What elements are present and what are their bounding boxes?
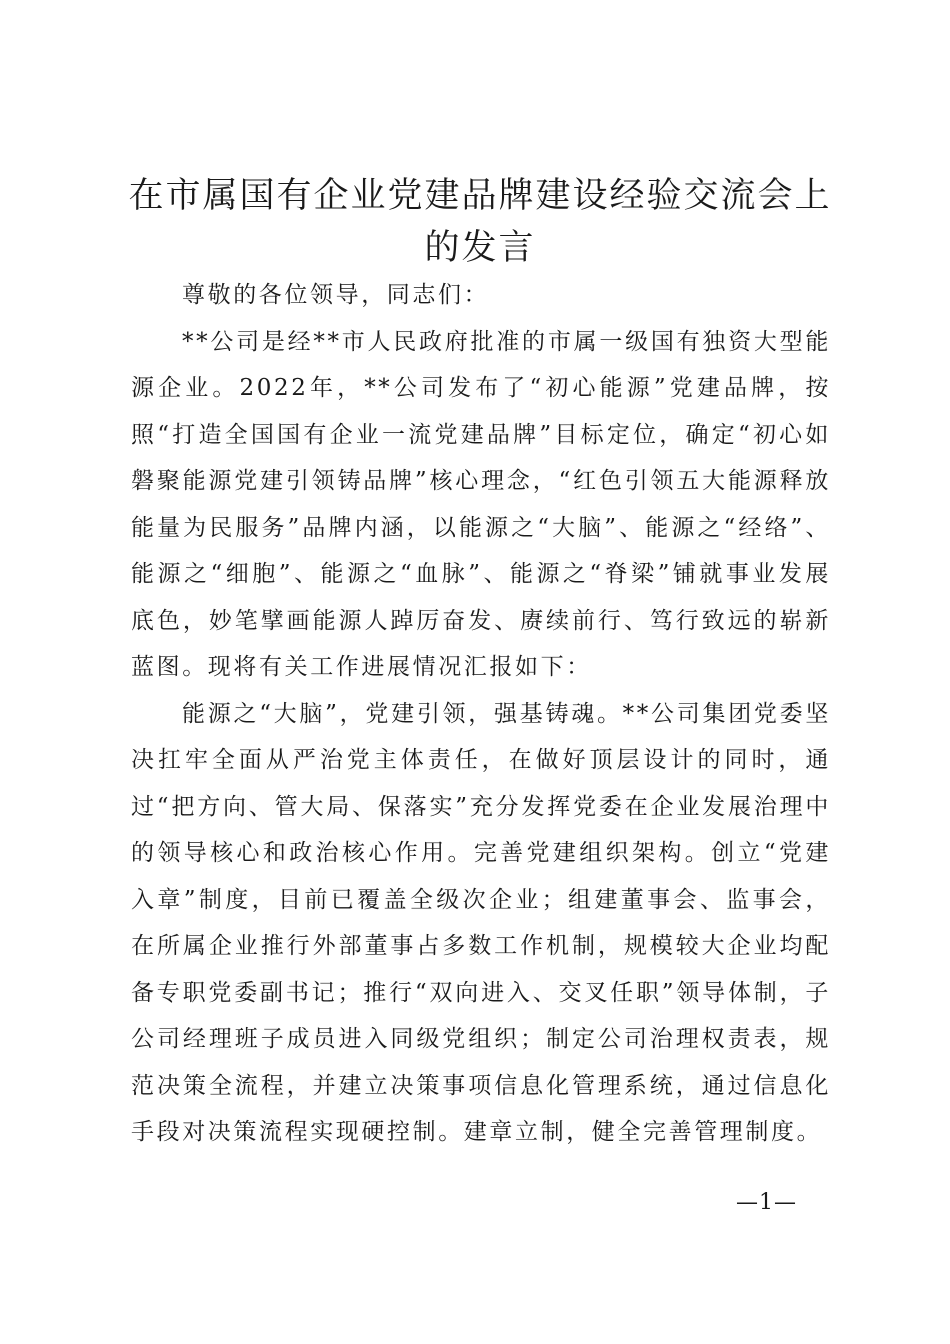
paragraph-intro: **公司是经**市人民政府批准的市属一级国有独资大型能源企业。2022年，**公司发布了“初心能源”党建品牌，按照“打造全国国有企业一流党建品牌”目标定位，确定“初心如磐聚能源党建引领铸品牌”核心理念，“红色引领五大能源释放能量为民服务”品牌内涵，以能源之“大脑”、能源之“经络”、能源之“细胞”、能源之“血脉”、能源之“脊梁”铺就事业发展底色，妙笔擘画能源人踔厉奋发、赓续前行、笃行致远的崭新蓝图。现将有关工作进展情况汇报如下： xyxy=(131,328,831,680)
document-body xyxy=(131,272,831,1156)
salutation: 尊敬的各位领导，同志们： xyxy=(182,282,490,308)
paragraph-brain: 能源之“大脑”，党建引领，强基铸魂。**公司集团党委坚决扛牢全面从严治党主体责任，在做好顶层设计的同时，通过“把方向、管大局、保落实”充分发挥党委在企业发展治理中的领导核心和政治核心作用。完善党建组织架构。创立“党建入章”制度，目前已覆盖全级次企业；组建董事会、监事会，在所属企业推行外部董事占多数工作机制，规模较大企业均配备专职党委副书记；推行“双向进入、交叉任职”领导体制，子公司经理班子成员进入同级党组织；制定公司治理权责表，规范决策全流程，并建立决策事项信息化管理系统，通过信息化手段对决策流程实现硬控制。建章立制，健全完善管理制度。 xyxy=(131,700,831,1145)
page-number: —1— xyxy=(736,1190,797,1215)
page-title: 在市属国有企业党建品牌建设经验交流会上的发言 xyxy=(128,176,832,268)
